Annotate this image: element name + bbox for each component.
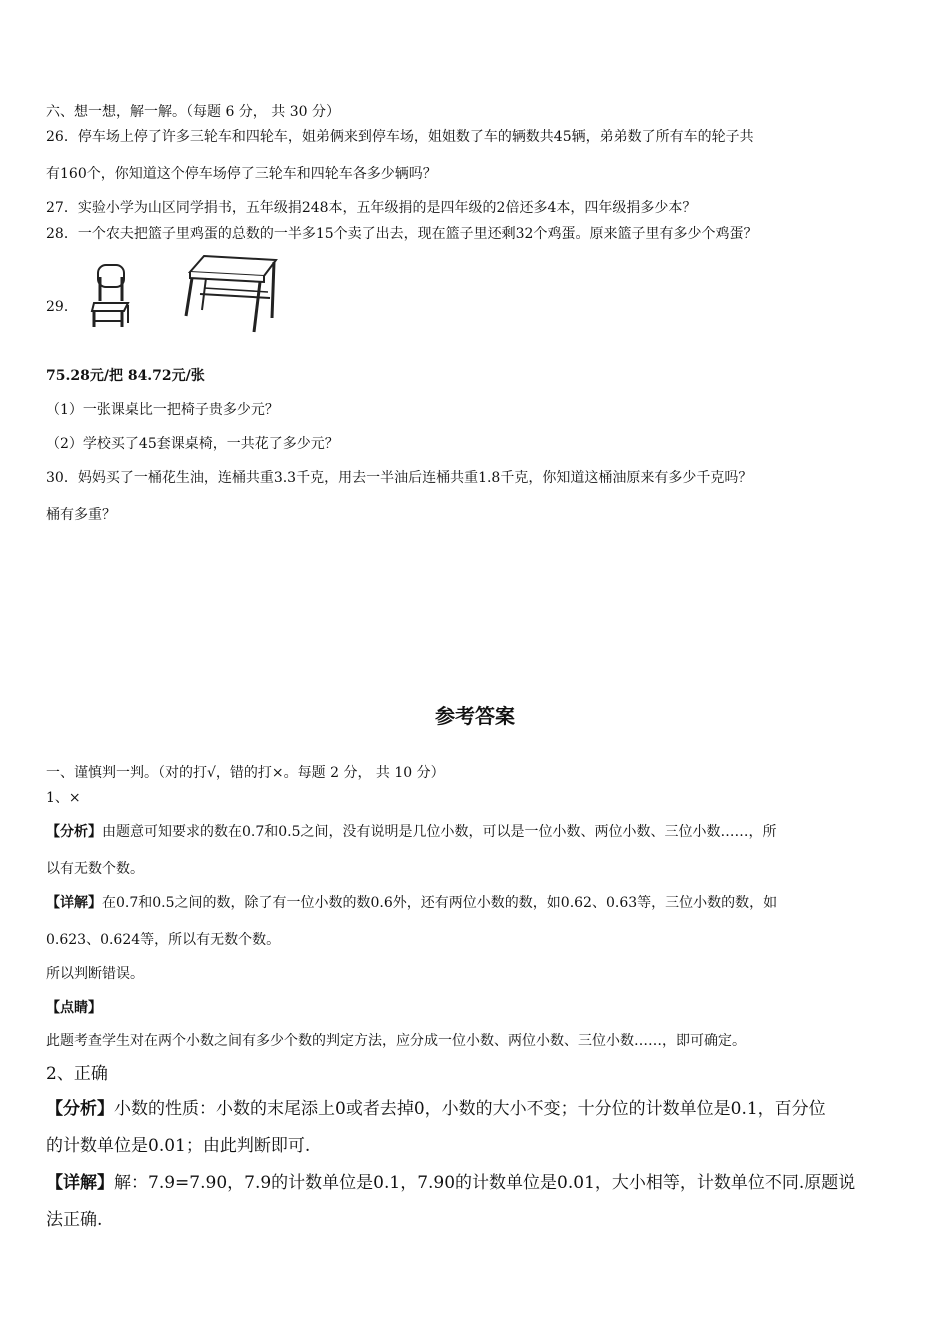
question-29-prices: 75.28元/把 84.72元/张 [46,368,205,384]
detail-text: 解：7.9=7.90，7.9的计数单位是0.1，7.90的计数单位是0.01，大小相等，计数单位不同.原题说 [114,1173,856,1193]
question-26-line2: 有160个，你知道这个停车场停了三轮车和四轮车各多少辆吗？ [46,166,437,182]
answer-2-detail-line1 [46,1171,855,1195]
analysis-tag: 【分析】 [46,824,102,840]
detail-text: 在0.7和0.5之间的数，除了有一位小数的数0.6外，还有两位小数的数，如0.62、0.63等，三位小数的数，如 [102,895,778,911]
answer-2-label: 2、正确 [46,1064,108,1084]
answer-1-analysis-line1 [46,822,777,842]
analysis-text: 由题意可知要求的数在0.7和0.5之间，没有说明是几位小数，可以是一位小数、两位小数、三位小数……，所 [102,824,777,840]
question-29-sub2: （2）学校买了45套课桌椅，一共花了多少元？ [46,436,339,452]
analysis-text: 小数的性质：小数的末尾添上0或者去掉0，小数的大小不变；十分位的计数单位是0.1，百分位 [114,1099,826,1119]
answers-section1-heading: 一、谨慎判一判。（对的打√，错的打×。每题 2 分， 共 10 分） [46,765,445,781]
answer-1-detail-line1 [46,893,777,913]
answer-2-detail-line2: 法正确. [46,1210,103,1230]
answers-title: 参考答案 [435,704,515,728]
detail-tag: 【详解】 [46,1173,114,1193]
answer-2-analysis-line1 [46,1097,826,1121]
question-28: 28．一个农夫把篮子里鸡蛋的总数的一半多15个卖了出去，现在篮子里还剩32个鸡蛋。原来篮子里有多少个鸡蛋？ [46,226,758,242]
question-27: 27．实验小学为山区同学捐书，五年级捐248本，五年级捐的是四年级的2倍还多4本，四年级捐多少本？ [46,200,697,216]
section6-heading: 六、想一想，解一解。（每题 6 分， 共 30 分） [46,104,340,120]
answer-1-conclusion: 所以判断错误。 [46,966,144,982]
answer-1-tip-tag: 【点睛】 [46,1000,102,1016]
question-30-line1: 30．妈妈买了一桶花生油，连桶共重3.3千克，用去一半油后连桶共重1.8千克，你知道这桶油原来有多少千克吗？ [46,470,753,486]
question-30-line2: 桶有多重？ [46,507,116,523]
chair-icon [90,263,132,329]
detail-tag: 【详解】 [46,895,102,911]
answer-1-detail-line2: 0.623、0.624等，所以有无数个数。 [46,932,281,948]
question-29-sub1: （1）一张课桌比一把椅子贵多少元？ [46,402,279,418]
answer-1-tip: 此题考查学生对在两个小数之间有多少个数的判定方法，应分成一位小数、两位小数、三位小数……，即可确定。 [46,1033,746,1049]
answer-2-analysis-line2: 的计数单位是0.01；由此判断即可. [46,1136,311,1156]
question-26-line1: 26．停车场上停了许多三轮车和四轮车，姐弟俩来到停车场，姐姐数了车的辆数共45辆，弟弟数了所有车的轮子共 [46,129,754,145]
answer-1-label: 1、× [46,790,81,806]
desk-icon [184,254,280,334]
analysis-tag: 【分析】 [46,1099,114,1119]
answer-1-analysis-line2: 以有无数个数。 [46,861,144,877]
question-29-number: 29． [46,299,78,315]
